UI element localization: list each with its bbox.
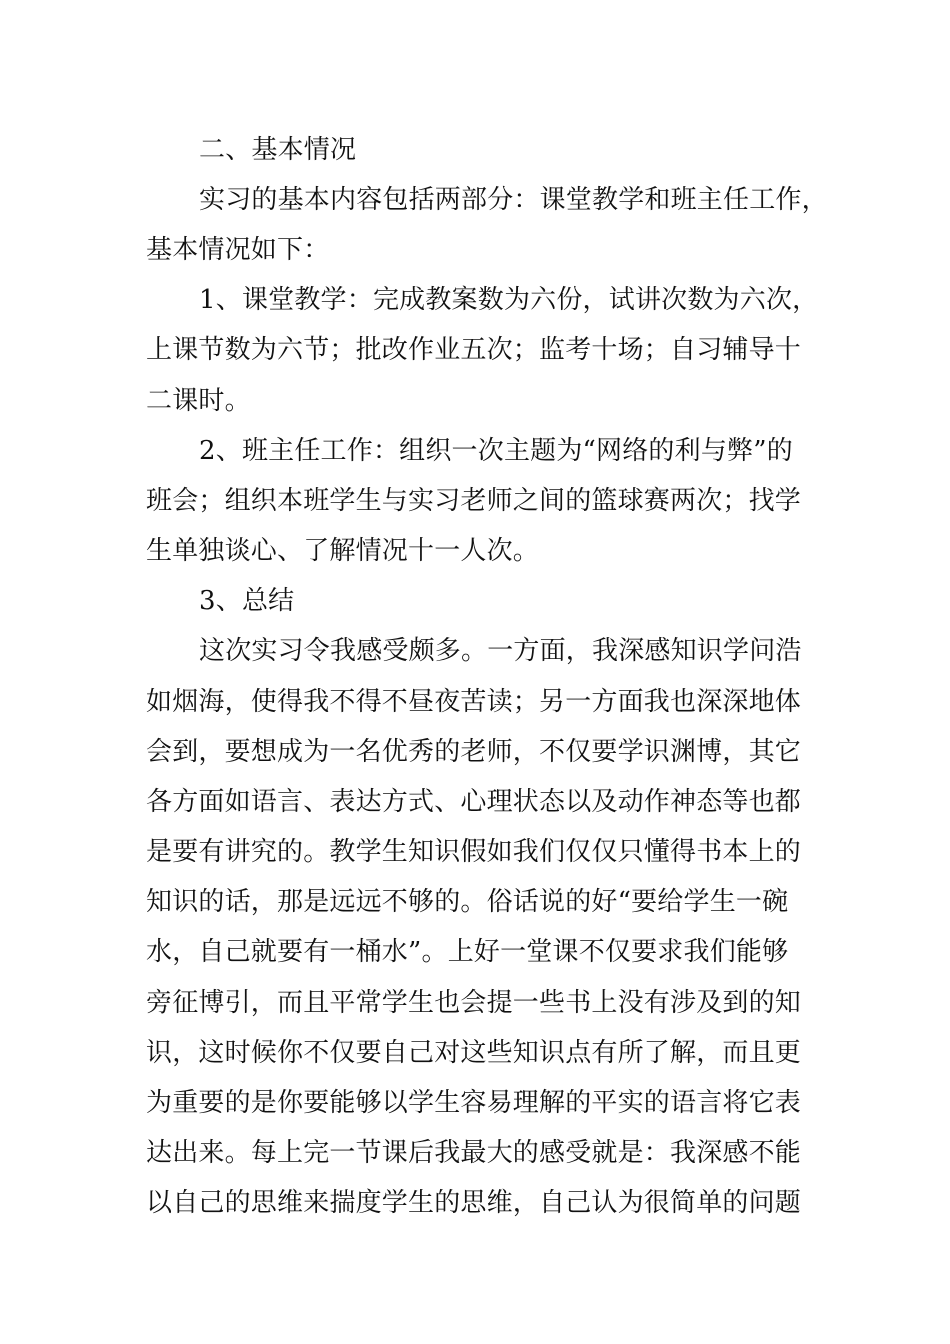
paragraph-line: 二课时。 xyxy=(146,386,251,416)
paragraph-line: 各方面如语言、表达方式、心理状态以及动作神态等也都 xyxy=(146,787,802,817)
paragraph-line: 旁征博引，而且平常学生也会提一些书上没有涉及到的知 xyxy=(146,988,802,1018)
paragraph-line: 为重要的是你要能够以学生容易理解的平实的语言将它表 xyxy=(146,1088,802,1118)
paragraph-line: 班会；组织本班学生与实习老师之间的篮球赛两次；找学 xyxy=(146,486,802,516)
paragraph-line: 基本情况如下： xyxy=(146,235,330,265)
paragraph-line: 这次实习令我感受颇多。一方面，我深感知识学问浩 xyxy=(199,636,802,666)
paragraph-line: 上课节数为六节；批改作业五次；监考十场；自习辅导十 xyxy=(146,335,802,365)
paragraph-line: 知识的话，那是远远不够的。俗话说的好“要给学生一碗 xyxy=(146,887,789,917)
paragraph-line: 以自己的思维来揣度学生的思维，自己认为很简单的问题 xyxy=(146,1188,802,1218)
paragraph-line: 2、班主任工作：组织一次主题为“网络的利与弊”的 xyxy=(199,436,793,466)
section-heading: 3、总结 xyxy=(199,586,295,616)
paragraph-line: 会到，要想成为一名优秀的老师，不仅要学识渊博，其它 xyxy=(146,737,802,767)
section-heading: 二、基本情况 xyxy=(199,135,357,165)
paragraph-line: 生单独谈心、了解情况十一人次。 xyxy=(146,536,540,566)
paragraph-line: 是要有讲究的。教学生知识假如我们仅仅只懂得书本上的 xyxy=(146,837,802,867)
paragraph-line: 实习的基本内容包括两部分：课堂教学和班主任工作， xyxy=(199,185,828,215)
paragraph-line: 识，这时候你不仅要自己对这些知识点有所了解，而且更 xyxy=(146,1038,802,1068)
paragraph-line: 水，自己就要有一桶水”。上好一堂课不仅要求我们能够 xyxy=(146,937,789,967)
paragraph-line: 如烟海，使得我不得不昼夜苦读；另一方面我也深深地体 xyxy=(146,687,802,717)
paragraph-line: 达出来。每上完一节课后我最大的感受就是：我深感不能 xyxy=(146,1138,802,1168)
paragraph-line: 1、课堂教学：完成教案数为六份，试讲次数为六次， xyxy=(199,285,819,315)
